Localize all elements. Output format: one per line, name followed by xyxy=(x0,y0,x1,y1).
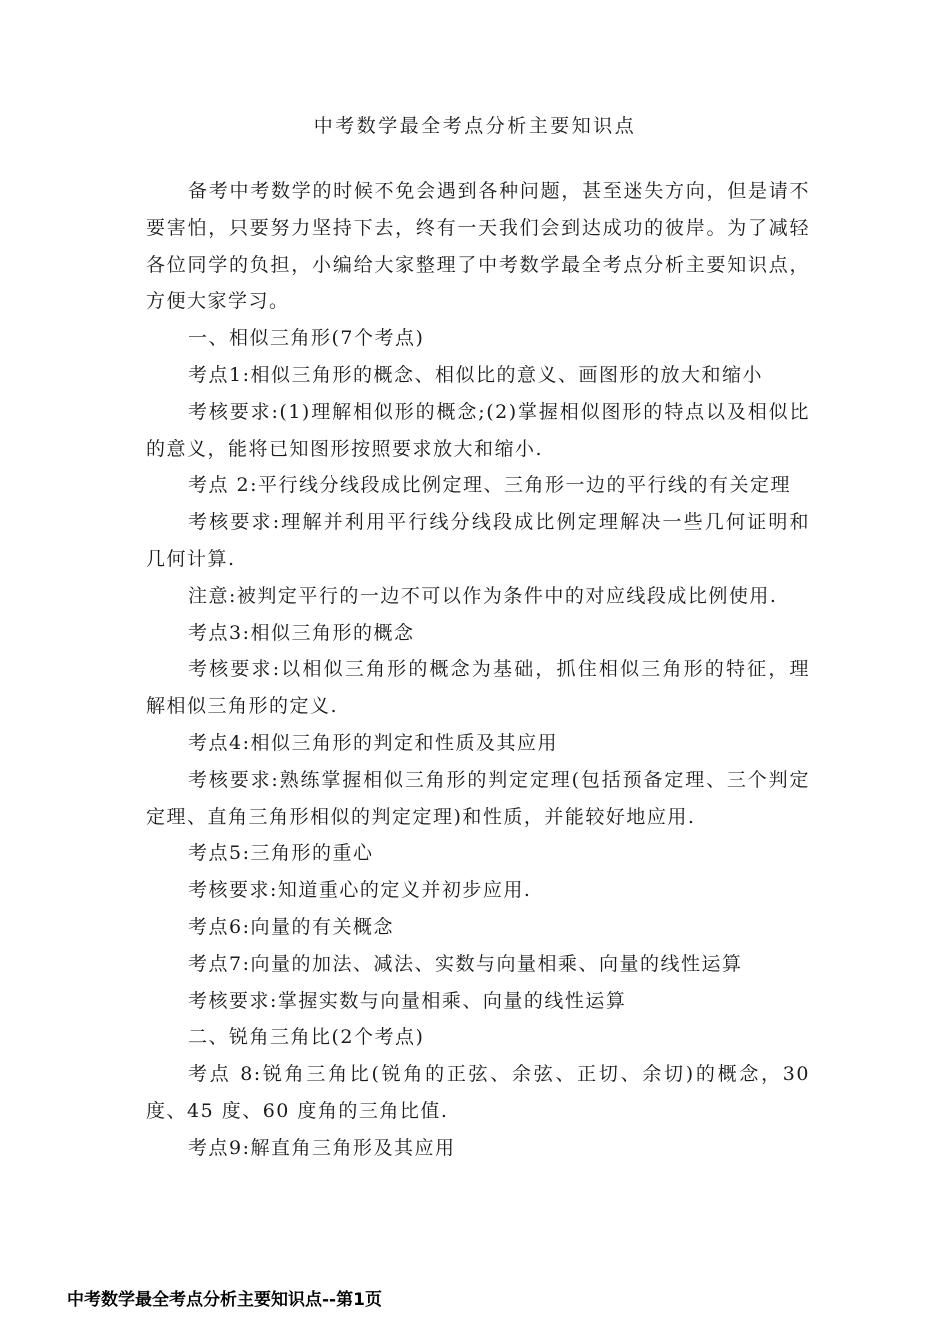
section-heading-acute-trig: 二、锐角三角比(2个考点) xyxy=(188,1026,425,1049)
point-5-requirement: 考核要求:知道重心的定义并初步应用. xyxy=(188,879,532,902)
point-1: 考点1:相似三角形的概念、相似比的意义、画图形的放大和缩小 xyxy=(188,363,763,386)
point-6: 考点6:向量的有关概念 xyxy=(188,915,394,938)
point-4-requirement: 考核要求:熟练掌握相似三角形的判定定理(包括预备定理、三个判定定理、直角三角形相似的判定定理)和性质，并能较好地应用. xyxy=(146,768,810,828)
document-body xyxy=(146,173,810,1167)
point-2-note: 注意:被判定平行的一边不可以作为条件中的对应线段成比例使用. xyxy=(188,584,778,607)
point-3-requirement: 考核要求:以相似三角形的概念为基础，抓住相似三角形的特征，理解相似三角形的定义. xyxy=(146,658,810,718)
point-7-requirement: 考核要求:掌握实数与向量相乘、向量的线性运算 xyxy=(188,989,627,1012)
document-title: 中考数学最全考点分析主要知识点 xyxy=(313,115,637,137)
section-heading-similar-triangles: 一、相似三角形(7个考点) xyxy=(188,327,425,350)
intro-paragraph: 备考中考数学的时候不免会遇到各种问题，甚至迷失方向，但是请不要害怕，只要努力坚持下去，终有一天我们会到达成功的彼岸。为了减轻各位同学的负担，小编给大家整理了中考数学最全考点分析主要知识点，方便大家学习。 xyxy=(146,180,810,313)
page-footer: 中考数学最全考点分析主要知识点--第1页 xyxy=(67,1290,382,1310)
point-8: 考点 8:锐角三角比(锐角的正弦、余弦、正切、余切)的概念，30度、45 度、60 度角的三角比值. xyxy=(146,1063,810,1122)
point-5: 考点5:三角形的重心 xyxy=(188,842,374,865)
point-9: 考点9:解直角三角形及其应用 xyxy=(188,1136,456,1159)
point-2-requirement: 考核要求:理解并利用平行线分线段成比例定理解决一些几何证明和几何计算. xyxy=(146,511,810,570)
point-7: 考点7:向量的加法、减法、实数与向量相乘、向量的线性运算 xyxy=(188,952,743,975)
point-3: 考点3:相似三角形的概念 xyxy=(188,621,415,644)
point-4: 考点4:相似三角形的判定和性质及其应用 xyxy=(188,731,558,754)
point-2: 考点 2:平行线分线段成比例定理、三角形一边的平行线的有关定理 xyxy=(188,474,792,497)
point-1-requirement: 考核要求:(1)理解相似形的概念;(2)掌握相似图形的特点以及相似比的意义，能将已知图形按照要求放大和缩小. xyxy=(146,400,810,460)
